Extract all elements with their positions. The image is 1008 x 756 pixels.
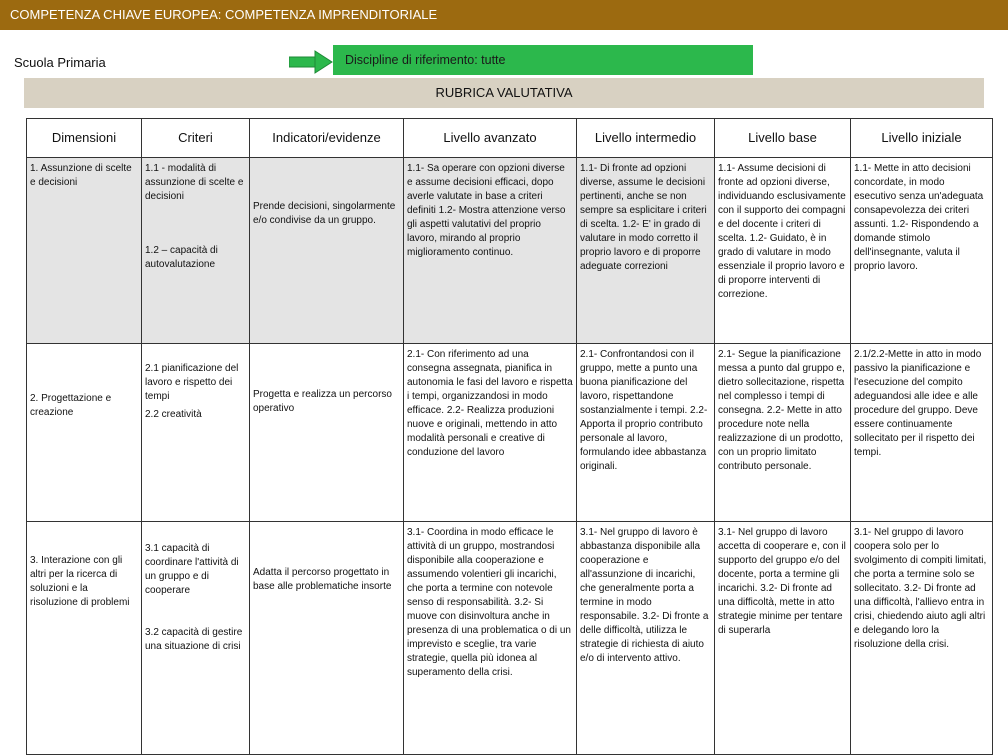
level-base-cell: 1.1- Assume decisioni di fronte ad opzioni diverse, individuando esclusivamente con il supporto dei compagni e del docente i criteri di scelta. 1.2- Guidato, è in grado di valutare in modo essenziale il proprio lavoro e di proporre interventi di correzione. — [715, 158, 851, 344]
col-intermedio: Livello intermedio — [577, 119, 715, 158]
indicator-cell: Prende decisioni, singolarmente e/o condivise da un gruppo. — [250, 158, 404, 344]
arrow-right-icon — [289, 50, 333, 74]
level-base-cell: 3.1- Nel gruppo di lavoro accetta di cooperare e, con il supporto del gruppo e/o del docente, porta a termine gli incarichi. 3.2- Di fronte ad una difficoltà, mette in atto strategie minime per tentare di superarla — [715, 522, 851, 755]
col-base: Livello base — [715, 119, 851, 158]
criterion: 1.1 - modalità di assunzione di scelte e decisioni — [145, 163, 244, 202]
indicator-cell: Adatta il percorso progettato in base alle problematiche insorte — [250, 522, 404, 755]
level-advanced-cell: 2.1- Con riferimento ad una consegna assegnata, pianifica in autonomia le fasi del lavoro e rispetta i tempi, organizzandosi in modo efficace. 2.2- Realizza produzioni nuove e originali, mettendo in atto modalità personali e creative di conduzione del lavoro — [404, 344, 577, 522]
table-row — [27, 344, 993, 522]
level-base-cell: 2.1- Segue la pianificazione messa a punto dal gruppo e, dietro sollecitazione, rispetta nel complesso i tempi di consegna. 2.2- Mette in atto procedure note nella realizzazione di un prodotto, con un proprio limitato contributo personale. — [715, 344, 851, 522]
table-row — [27, 522, 993, 755]
col-iniziale: Livello iniziale — [851, 119, 993, 158]
rubric-title: RUBRICA VALUTATIVA — [24, 78, 984, 108]
header-title: COMPETENZA CHIAVE EUROPEA: COMPETENZA IMPRENDITORIALE — [10, 7, 438, 22]
criteria-cell — [142, 158, 250, 344]
level-initial-cell: 1.1- Mette in atto decisioni concordate, in modo esecutivo senza un'adeguata consapevolezza dei criteri assunti. 1.2- Rispondendo a domande stimolo dell'insegnante, valuta il proprio lavoro. — [851, 158, 993, 344]
rubric-table — [26, 118, 993, 755]
criterion: 3.1 capacità di coordinare l'attività di un gruppo e di cooperare — [145, 543, 239, 596]
level-initial-cell: 3.1- Nel gruppo di lavoro coopera solo per lo svolgimento di compiti limitati, che porta a termine solo se sollecitato. 3.2- Di fronte ad una difficoltà, l'allievo entra in crisi, chiedendo aiuto agli altri e delegando loro la risoluzione della crisi. — [851, 522, 993, 755]
criterion: 2.1 pianificazione del lavoro e rispetto dei tempi — [145, 363, 239, 402]
col-avanzato: Livello avanzato — [404, 119, 577, 158]
dimension-cell: 3. Interazione con gli altri per la ricerca di soluzioni e la risoluzione di problemi — [27, 522, 142, 755]
dimension-cell: 1. Assunzione di scelte e decisioni — [27, 158, 142, 344]
criteria-cell — [142, 522, 250, 755]
criterion: 1.2 – capacità di autovalutazione — [145, 245, 218, 270]
level-intermediate-cell: 2.1- Confrontandosi con il gruppo, mette a punto una buona pianificazione del lavoro, rispettandone sostanzialmente i tempi. 2.2- Apporta il proprio contributo personale al lavoro, formulando idee abbastanza originali. — [577, 344, 715, 522]
level-intermediate-cell: 3.1- Nel gruppo di lavoro è abbastanza disponibile alla cooperazione e all'assunzione di incarichi, che generalmente porta a termine in modo responsabile. 3.2- Di fronte a delle difficoltà, utilizza le strategie di richiesta di aiuto e/o di intervento attivo. — [577, 522, 715, 755]
col-criteri: Criteri — [142, 119, 250, 158]
table-header-row — [27, 119, 993, 158]
criteria-cell — [142, 344, 250, 522]
indicator-cell: Progetta e realizza un percorso operativo — [250, 344, 404, 522]
level-initial-cell: 2.1/2.2-Mette in atto in modo passivo la pianificazione e l'esecuzione del compito adeguandosi alle idee e alle procedure del gruppo. Deve essere continuamente sollecitato per il rispetto dei tempi. — [851, 344, 993, 522]
level-advanced-cell: 1.1- Sa operare con opzioni diverse e assume decisioni efficaci, dopo averle valutate in base a criteri definiti 1.2- Mostra attenzione verso gli aspetti valutativi del proprio lavoro, mirando al proprio miglioramento continuo. — [404, 158, 577, 344]
col-dimensioni: Dimensioni — [27, 119, 142, 158]
page-header — [0, 0, 1008, 30]
school-level: Scuola Primaria — [14, 55, 106, 70]
dimension-cell: 2. Progettazione e creazione — [27, 344, 142, 522]
disciplines-banner: Discipline di riferimento: tutte — [333, 45, 753, 75]
criterion: 2.2 creatività — [145, 409, 202, 420]
table-row — [27, 158, 993, 344]
level-advanced-cell: 3.1- Coordina in modo efficace le attività di un gruppo, mostrandosi disponibile alla cooperazione e assumendo volentieri gli incarichi, che porta a termine con notevole senso di responsabilità. 3.2- Si muove con disinvoltura anche in presenza di una problematica o di un imprevisto e sceglie, tra varie strategie, quella più idonea al superamento della crisi. — [404, 522, 577, 755]
col-indicatori: Indicatori/evidenze — [250, 119, 404, 158]
level-intermediate-cell: 1.1- Di fronte ad opzioni diverse, assume le decisioni pertinenti, anche se non sempre sa esplicitare i criteri di scelta. 1.2- E' in grado di valutare in modo corretto il proprio lavoro e di proporre adeguate correzioni — [577, 158, 715, 344]
criterion: 3.2 capacità di gestire una situazione di crisi — [145, 627, 243, 652]
